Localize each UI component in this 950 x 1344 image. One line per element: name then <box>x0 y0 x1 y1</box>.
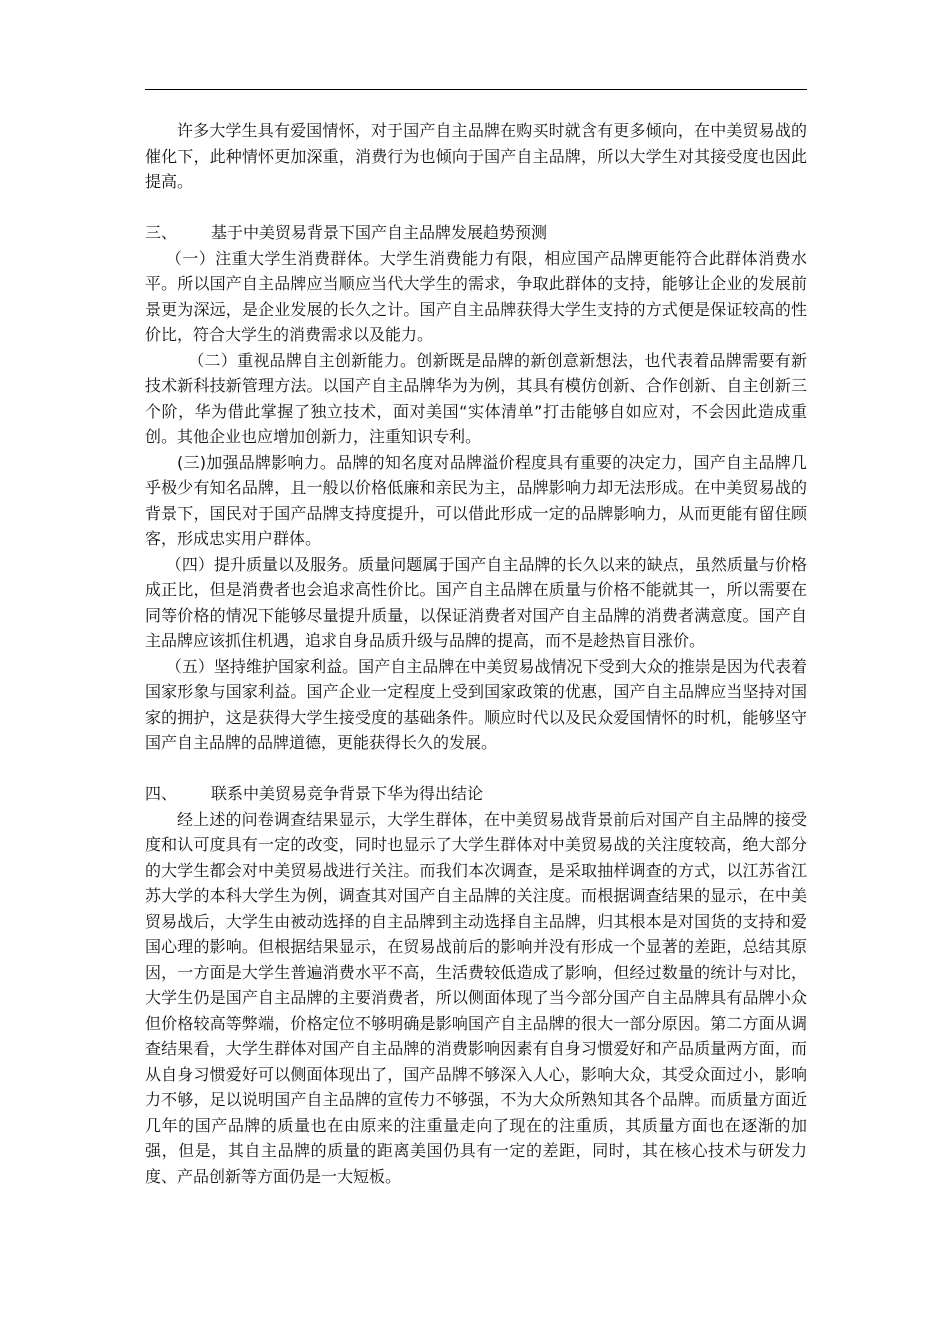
section-3-paragraph-2: （二）重视品牌自主创新能力。创新既是品牌的新创意新想法，也代表着品牌需要有新技术新科技新管理方法。以国产自主品牌华为为例，其具有模仿创新、合作创新、自主创新三个阶，华为借此掌握了独立技术，面对美国“实体清单”打击能够自如应对，不会因此造成重创。其他企业也应增加创新力，注重知识专利。 <box>145 350 807 446</box>
section-3-number: 三、 <box>145 223 178 242</box>
section-3-heading <box>145 220 807 246</box>
section-3-paragraph-4: （四）提升质量以及服务。质量问题属于国产自主品牌的长久以来的缺点，虽然质量与价格成正比，但是消费者也会追求高性价比。国产自主品牌在质量与价格不能就其一，所以需要在同等价格的情况下能够尽量提升质量，以保证消费者对国产自主品牌的消费者满意度。国产自主品牌应该抓住机遇，追求自身品质升级与品牌的提高，而不是趁热盲目涨价。 <box>145 554 807 650</box>
section-3-paragraph-3: (三)加强品牌影响力。品牌的知名度对品牌溢价程度具有重要的决定力，国产自主品牌几乎极少有知名品牌，且一般以价格低廉和亲民为主，品牌影响力却无法形成。在中美贸易战的背景下，国民对于国产品牌支持度提升，可以借此形成一定的品牌影响力，从而更能有留住顾客，形成忠实用户群体。 <box>145 452 807 548</box>
section-4-paragraph-1: 经上述的问卷调查结果显示，大学生群体，在中美贸易战背景前后对国产自主品牌的接受度和认可度具有一定的改变，同时也显示了大学生群体对中美贸易战的关注度较高，绝大部分的大学生都会对中美贸易战进行关注。而我们本次调查，是采取抽样调查的方式，以江苏省江苏大学的本科大学生为例，调查其对国产自主品牌的关注度。而根据调查结果的显示，在中美贸易战后，大学生由被动选择的自主品牌到主动选择自主品牌，归其根本是对国货的支持和爱国心理的影响。但根据结果显示，在贸易战前后的影响并没有形成一个显著的差距，总结其原因，一方面是大学生普遍消费水平不高，生活费较低造成了影响，但经过数量的统计与对比，大学生仍是国产自主品牌的主要消费者，所以侧面体现了当今部分国产自主品牌具有品牌小众但价格较高等弊端，价格定位不够明确是影响国产自主品牌的很大一部分原因。第二方面从调查结果看，大学生群体对国产自主品牌的消费影响因素有自身习惯爱好和产品质量两方面，而从自身习惯爱好可以侧面体现出了，国产品牌不够深入人心，影响大众，其受众面过小，影响力不够，足以说明国产自主品牌的宣传力不够强，不为大众所熟知其各个品牌。而质量方面近几年的国产品牌的质量也在由原来的注重量走向了现在的注重质，其质量方面也在逐渐的加强，但是，其自主品牌的质量的距离美国仍具有一定的差距，同时，其在核心技术与研发力度、产品创新等方面仍是一大短板。 <box>145 809 807 1186</box>
section-3-title: 基于中美贸易背景下国产自主品牌发展趋势预测 <box>211 223 548 242</box>
section-4-title: 联系中美贸易竞争背景下华为得出结论 <box>211 784 484 803</box>
section-4-heading <box>145 781 807 807</box>
section-3-paragraph-1: （一）注重大学生消费群体。大学生消费能力有限，相应国产品牌更能符合此群体消费水平。所以国产自主品牌应当顺应当代大学生的需求，争取此群体的支持，能够让企业的发展前景更为深远，是企业发展的长久之计。国产自主品牌获得大学生支持的方式便是保证较高的性价比，符合大学生的消费需求以及能力。 <box>145 248 807 344</box>
spacer <box>145 195 807 221</box>
spacer <box>145 756 807 782</box>
intro-paragraph: 许多大学生具有爱国情怀，对于国产自主品牌在购买时就含有更多倾向，在中美贸易战的催化下，此种情怀更加深重，消费行为也倾向于国产自主品牌，所以大学生对其接受度也因此提高。 <box>145 121 807 191</box>
document-body <box>145 118 807 1189</box>
section-4-number: 四、 <box>145 784 178 803</box>
header-rule <box>145 89 807 90</box>
section-3-paragraph-5: （五）坚持维护国家利益。国产自主品牌在中美贸易战情况下受到大众的推崇是因为代表着国家形象与国家利益。国产企业一定程度上受到国家政策的优惠，国产自主品牌应当坚持对国家的拥护，这是获得大学生接受度的基础条件。顺应时代以及民众爱国情怀的时机，能够坚守国产自主品牌的品牌道德，更能获得长久的发展。 <box>145 656 807 752</box>
